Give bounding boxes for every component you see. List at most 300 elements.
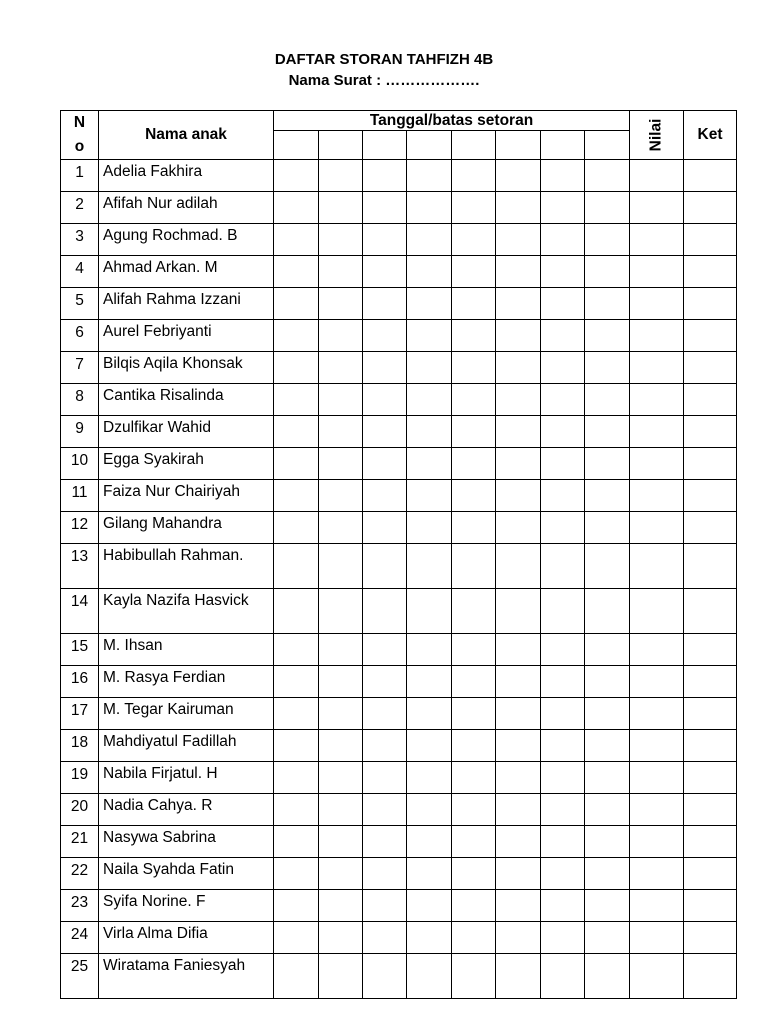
setoran-date-cell[interactable]	[496, 480, 541, 512]
nilai-cell[interactable]	[630, 858, 684, 890]
setoran-date-cell[interactable]	[274, 589, 319, 634]
table-row	[61, 544, 737, 589]
row-number-cell: 15	[61, 634, 99, 666]
setoran-date-cell[interactable]	[274, 954, 319, 999]
setoran-date-cell[interactable]	[407, 826, 452, 858]
setoran-date-cell[interactable]	[496, 922, 541, 954]
date-column-header-cell[interactable]	[407, 131, 452, 160]
setoran-date-cell[interactable]	[541, 954, 585, 999]
setoran-date-cell[interactable]	[452, 288, 496, 320]
setoran-date-cell[interactable]	[407, 288, 452, 320]
setoran-date-cell[interactable]	[541, 589, 585, 634]
setoran-date-cell[interactable]	[363, 954, 407, 999]
setoran-date-cell[interactable]	[407, 256, 452, 288]
setoran-date-cell[interactable]	[319, 922, 363, 954]
ket-cell[interactable]	[684, 730, 737, 762]
setoran-date-cell[interactable]	[585, 480, 630, 512]
setoran-date-cell[interactable]	[541, 858, 585, 890]
setoran-date-cell[interactable]	[274, 858, 319, 890]
setoran-date-cell[interactable]	[496, 730, 541, 762]
setoran-date-cell[interactable]	[274, 224, 319, 256]
setoran-date-cell[interactable]	[585, 512, 630, 544]
setoran-date-cell[interactable]	[319, 544, 363, 589]
ket-cell[interactable]	[684, 352, 737, 384]
ket-cell[interactable]	[684, 288, 737, 320]
setoran-date-cell[interactable]	[452, 589, 496, 634]
student-name-cell: Ahmad Arkan. M	[99, 256, 274, 288]
header-nama-anak: Nama anak	[99, 111, 274, 160]
setoran-date-cell[interactable]	[541, 352, 585, 384]
setoran-date-cell[interactable]	[274, 352, 319, 384]
setoran-date-cell[interactable]	[407, 589, 452, 634]
student-name-cell: Nasywa Sabrina	[99, 826, 274, 858]
date-column-header-cell[interactable]	[363, 131, 407, 160]
setoran-date-cell[interactable]	[541, 922, 585, 954]
nilai-cell[interactable]	[630, 192, 684, 224]
setoran-date-cell[interactable]	[407, 922, 452, 954]
ket-cell[interactable]	[684, 384, 737, 416]
ket-cell[interactable]	[684, 448, 737, 480]
setoran-date-cell[interactable]	[319, 256, 363, 288]
nilai-cell[interactable]	[630, 384, 684, 416]
setoran-date-cell[interactable]	[319, 730, 363, 762]
setoran-date-cell[interactable]	[452, 922, 496, 954]
setoran-date-cell[interactable]	[274, 192, 319, 224]
setoran-date-cell[interactable]	[363, 480, 407, 512]
setoran-date-cell[interactable]	[452, 762, 496, 794]
setoran-date-cell[interactable]	[363, 160, 407, 192]
ket-cell[interactable]	[684, 858, 737, 890]
setoran-date-cell[interactable]	[452, 224, 496, 256]
setoran-date-cell[interactable]	[363, 192, 407, 224]
setoran-date-cell[interactable]	[541, 416, 585, 448]
setoran-date-cell[interactable]	[319, 320, 363, 352]
attendance-table	[60, 110, 737, 999]
student-name-cell: Nabila Firjatul. H	[99, 762, 274, 794]
setoran-date-cell[interactable]	[407, 384, 452, 416]
ket-cell[interactable]	[684, 794, 737, 826]
table-row	[61, 890, 737, 922]
row-number-cell: 24	[61, 922, 99, 954]
row-number-cell: 5	[61, 288, 99, 320]
nilai-cell[interactable]	[630, 352, 684, 384]
setoran-date-cell[interactable]	[363, 762, 407, 794]
setoran-date-cell[interactable]	[585, 890, 630, 922]
date-column-header-cell[interactable]	[319, 131, 363, 160]
ket-cell[interactable]	[684, 416, 737, 448]
setoran-date-cell[interactable]	[496, 192, 541, 224]
setoran-date-cell[interactable]	[363, 352, 407, 384]
setoran-date-cell[interactable]	[585, 762, 630, 794]
setoran-date-cell[interactable]	[274, 826, 319, 858]
setoran-date-cell[interactable]	[319, 794, 363, 826]
setoran-date-cell[interactable]	[541, 826, 585, 858]
setoran-date-cell[interactable]	[585, 384, 630, 416]
nilai-cell[interactable]	[630, 922, 684, 954]
setoran-date-cell[interactable]	[541, 666, 585, 698]
setoran-date-cell[interactable]	[363, 922, 407, 954]
setoran-date-cell[interactable]	[496, 256, 541, 288]
ket-cell[interactable]	[684, 544, 737, 589]
ket-cell[interactable]	[684, 922, 737, 954]
setoran-date-cell[interactable]	[541, 288, 585, 320]
nilai-cell[interactable]	[630, 954, 684, 999]
setoran-date-cell[interactable]	[585, 352, 630, 384]
setoran-date-cell[interactable]	[407, 160, 452, 192]
setoran-date-cell[interactable]	[319, 384, 363, 416]
ket-cell[interactable]	[684, 698, 737, 730]
setoran-date-cell[interactable]	[496, 512, 541, 544]
setoran-date-cell[interactable]	[541, 384, 585, 416]
setoran-date-cell[interactable]	[452, 448, 496, 480]
nilai-cell[interactable]	[630, 762, 684, 794]
table-row	[61, 160, 737, 192]
nilai-cell[interactable]	[630, 288, 684, 320]
nilai-cell[interactable]	[630, 416, 684, 448]
nilai-cell[interactable]	[630, 826, 684, 858]
row-number-cell: 9	[61, 416, 99, 448]
setoran-date-cell[interactable]	[496, 288, 541, 320]
nilai-cell[interactable]	[630, 256, 684, 288]
setoran-date-cell[interactable]	[363, 698, 407, 730]
row-number-cell: 4	[61, 256, 99, 288]
ket-cell[interactable]	[684, 954, 737, 999]
setoran-date-cell[interactable]	[541, 890, 585, 922]
setoran-date-cell[interactable]	[496, 858, 541, 890]
setoran-date-cell[interactable]	[363, 448, 407, 480]
setoran-date-cell[interactable]	[452, 666, 496, 698]
setoran-date-cell[interactable]	[407, 634, 452, 666]
setoran-date-cell[interactable]	[407, 544, 452, 589]
setoran-date-cell[interactable]	[496, 416, 541, 448]
row-number-cell: 25	[61, 954, 99, 999]
date-column-header-cell[interactable]	[274, 131, 319, 160]
setoran-date-cell[interactable]	[319, 160, 363, 192]
setoran-date-cell[interactable]	[363, 384, 407, 416]
setoran-date-cell[interactable]	[452, 192, 496, 224]
setoran-date-cell[interactable]	[363, 890, 407, 922]
setoran-date-cell[interactable]	[274, 794, 319, 826]
table-row	[61, 480, 737, 512]
setoran-date-cell[interactable]	[319, 666, 363, 698]
setoran-date-cell[interactable]	[496, 634, 541, 666]
setoran-date-cell[interactable]	[541, 698, 585, 730]
setoran-date-cell[interactable]	[274, 384, 319, 416]
setoran-date-cell[interactable]	[407, 858, 452, 890]
date-column-header-cell[interactable]	[585, 131, 630, 160]
setoran-date-cell[interactable]	[541, 256, 585, 288]
nilai-cell[interactable]	[630, 730, 684, 762]
nilai-cell[interactable]	[630, 634, 684, 666]
setoran-date-cell[interactable]	[407, 224, 452, 256]
setoran-date-cell[interactable]	[319, 512, 363, 544]
setoran-date-cell[interactable]	[496, 954, 541, 999]
setoran-date-cell[interactable]	[585, 160, 630, 192]
table-row	[61, 416, 737, 448]
setoran-date-cell[interactable]	[585, 448, 630, 480]
setoran-date-cell[interactable]	[452, 384, 496, 416]
setoran-date-cell[interactable]	[585, 954, 630, 999]
student-name-cell: M. Rasya Ferdian	[99, 666, 274, 698]
setoran-date-cell[interactable]	[407, 512, 452, 544]
setoran-date-cell[interactable]	[274, 890, 319, 922]
setoran-date-cell[interactable]	[452, 794, 496, 826]
setoran-date-cell[interactable]	[585, 589, 630, 634]
setoran-date-cell[interactable]	[452, 544, 496, 589]
nilai-cell[interactable]	[630, 666, 684, 698]
ket-cell[interactable]	[684, 224, 737, 256]
setoran-date-cell[interactable]	[363, 544, 407, 589]
setoran-date-cell[interactable]	[452, 352, 496, 384]
student-name-cell: Nadia Cahya. R	[99, 794, 274, 826]
setoran-date-cell[interactable]	[541, 320, 585, 352]
setoran-date-cell[interactable]	[319, 416, 363, 448]
nilai-cell[interactable]	[630, 224, 684, 256]
setoran-date-cell[interactable]	[496, 762, 541, 794]
setoran-date-cell[interactable]	[585, 698, 630, 730]
ket-cell[interactable]	[684, 160, 737, 192]
setoran-date-cell[interactable]	[274, 544, 319, 589]
setoran-date-cell[interactable]	[363, 794, 407, 826]
ket-cell[interactable]	[684, 512, 737, 544]
setoran-date-cell[interactable]	[452, 416, 496, 448]
setoran-date-cell[interactable]	[585, 192, 630, 224]
setoran-date-cell[interactable]	[363, 288, 407, 320]
setoran-date-cell[interactable]	[363, 826, 407, 858]
row-number-cell: 7	[61, 352, 99, 384]
ket-cell[interactable]	[684, 666, 737, 698]
setoran-date-cell[interactable]	[407, 416, 452, 448]
setoran-date-cell[interactable]	[274, 448, 319, 480]
setoran-date-cell[interactable]	[319, 224, 363, 256]
setoran-date-cell[interactable]	[319, 762, 363, 794]
setoran-date-cell[interactable]	[363, 224, 407, 256]
setoran-date-cell[interactable]	[585, 826, 630, 858]
header-tanggal-batas-setoran: Tanggal/batas setoran	[274, 111, 630, 131]
setoran-date-cell[interactable]	[452, 698, 496, 730]
setoran-date-cell[interactable]	[319, 448, 363, 480]
student-name-cell: Mahdiyatul Fadillah	[99, 730, 274, 762]
setoran-date-cell[interactable]	[496, 794, 541, 826]
setoran-date-cell[interactable]	[274, 416, 319, 448]
setoran-date-cell[interactable]	[319, 826, 363, 858]
setoran-date-cell[interactable]	[319, 480, 363, 512]
setoran-date-cell[interactable]	[496, 160, 541, 192]
ket-cell[interactable]	[684, 826, 737, 858]
setoran-date-cell[interactable]	[452, 634, 496, 666]
row-number-cell: 21	[61, 826, 99, 858]
nilai-cell[interactable]	[630, 160, 684, 192]
setoran-date-cell[interactable]	[274, 320, 319, 352]
setoran-date-cell[interactable]	[274, 160, 319, 192]
setoran-date-cell[interactable]	[585, 730, 630, 762]
ket-cell[interactable]	[684, 890, 737, 922]
setoran-date-cell[interactable]	[274, 762, 319, 794]
setoran-date-cell[interactable]	[407, 448, 452, 480]
student-name-cell: Wiratama Faniesyah	[99, 954, 274, 999]
nilai-cell[interactable]	[630, 589, 684, 634]
setoran-date-cell[interactable]	[496, 826, 541, 858]
table-row	[61, 762, 737, 794]
setoran-date-cell[interactable]	[496, 352, 541, 384]
setoran-date-cell[interactable]	[585, 666, 630, 698]
setoran-date-cell[interactable]	[585, 858, 630, 890]
table-row	[61, 512, 737, 544]
setoran-date-cell[interactable]	[363, 634, 407, 666]
setoran-date-cell[interactable]	[274, 666, 319, 698]
setoran-date-cell[interactable]	[363, 589, 407, 634]
setoran-date-cell[interactable]	[496, 320, 541, 352]
setoran-date-cell[interactable]	[541, 448, 585, 480]
setoran-date-cell[interactable]	[319, 288, 363, 320]
date-column-header-cell[interactable]	[452, 131, 496, 160]
table-row	[61, 384, 737, 416]
setoran-date-cell[interactable]	[363, 256, 407, 288]
student-name-cell: Kayla Nazifa Hasvick	[99, 589, 274, 634]
setoran-date-cell[interactable]	[496, 666, 541, 698]
setoran-date-cell[interactable]	[407, 762, 452, 794]
setoran-date-cell[interactable]	[496, 698, 541, 730]
table-row	[61, 730, 737, 762]
setoran-date-cell[interactable]	[452, 480, 496, 512]
table-row	[61, 858, 737, 890]
header-no-line2: o	[74, 138, 85, 155]
nilai-cell[interactable]	[630, 512, 684, 544]
setoran-date-cell[interactable]	[407, 192, 452, 224]
table-row	[61, 589, 737, 634]
setoran-date-cell[interactable]	[585, 794, 630, 826]
setoran-date-cell[interactable]	[363, 858, 407, 890]
setoran-date-cell[interactable]	[407, 954, 452, 999]
setoran-date-cell[interactable]	[585, 320, 630, 352]
ket-cell[interactable]	[684, 192, 737, 224]
table-header	[61, 111, 737, 160]
nilai-cell[interactable]	[630, 448, 684, 480]
ket-cell[interactable]	[684, 480, 737, 512]
setoran-date-cell[interactable]	[274, 288, 319, 320]
setoran-date-cell[interactable]	[452, 320, 496, 352]
setoran-date-cell[interactable]	[274, 634, 319, 666]
setoran-date-cell[interactable]	[452, 954, 496, 999]
setoran-date-cell[interactable]	[319, 634, 363, 666]
setoran-date-cell[interactable]	[452, 826, 496, 858]
setoran-date-cell[interactable]	[585, 224, 630, 256]
setoran-date-cell[interactable]	[319, 589, 363, 634]
setoran-date-cell[interactable]	[363, 320, 407, 352]
setoran-date-cell[interactable]	[407, 794, 452, 826]
setoran-date-cell[interactable]	[407, 698, 452, 730]
setoran-date-cell[interactable]	[363, 512, 407, 544]
setoran-date-cell[interactable]	[496, 448, 541, 480]
setoran-date-cell[interactable]	[363, 730, 407, 762]
setoran-date-cell[interactable]	[407, 480, 452, 512]
setoran-date-cell[interactable]	[319, 352, 363, 384]
ket-cell[interactable]	[684, 762, 737, 794]
setoran-date-cell[interactable]	[585, 416, 630, 448]
student-name-cell: Alifah Rahma Izzani	[99, 288, 274, 320]
setoran-date-cell[interactable]	[407, 352, 452, 384]
nilai-cell[interactable]	[630, 890, 684, 922]
setoran-date-cell[interactable]	[541, 160, 585, 192]
setoran-date-cell[interactable]	[585, 288, 630, 320]
setoran-date-cell[interactable]	[452, 160, 496, 192]
setoran-date-cell[interactable]	[452, 512, 496, 544]
setoran-date-cell[interactable]	[452, 858, 496, 890]
header-no-line1: N	[73, 114, 86, 131]
student-name-cell: Gilang Mahandra	[99, 512, 274, 544]
setoran-date-cell[interactable]	[452, 256, 496, 288]
setoran-date-cell[interactable]	[541, 730, 585, 762]
setoran-date-cell[interactable]	[541, 634, 585, 666]
setoran-date-cell[interactable]	[452, 730, 496, 762]
setoran-date-cell[interactable]	[363, 666, 407, 698]
ket-cell[interactable]	[684, 634, 737, 666]
student-name-cell: Egga Syakirah	[99, 448, 274, 480]
setoran-date-cell[interactable]	[407, 890, 452, 922]
setoran-date-cell[interactable]	[541, 794, 585, 826]
setoran-date-cell[interactable]	[407, 730, 452, 762]
table-row	[61, 634, 737, 666]
setoran-date-cell[interactable]	[585, 634, 630, 666]
ket-cell[interactable]	[684, 320, 737, 352]
date-column-header-cell[interactable]	[541, 131, 585, 160]
setoran-date-cell[interactable]	[496, 890, 541, 922]
setoran-date-cell[interactable]	[541, 192, 585, 224]
setoran-date-cell[interactable]	[319, 698, 363, 730]
date-column-header-cell[interactable]	[496, 131, 541, 160]
header-nilai	[630, 111, 684, 160]
setoran-date-cell[interactable]	[319, 192, 363, 224]
setoran-date-cell[interactable]	[585, 256, 630, 288]
setoran-date-cell[interactable]	[407, 320, 452, 352]
setoran-date-cell[interactable]	[541, 762, 585, 794]
setoran-date-cell[interactable]	[319, 890, 363, 922]
setoran-date-cell[interactable]	[274, 698, 319, 730]
setoran-date-cell[interactable]	[496, 384, 541, 416]
setoran-date-cell[interactable]	[496, 224, 541, 256]
nilai-cell[interactable]	[630, 544, 684, 589]
setoran-date-cell[interactable]	[274, 730, 319, 762]
setoran-date-cell[interactable]	[319, 858, 363, 890]
row-number-cell: 20	[61, 794, 99, 826]
setoran-date-cell[interactable]	[274, 922, 319, 954]
nilai-cell[interactable]	[630, 480, 684, 512]
table-row	[61, 666, 737, 698]
setoran-date-cell[interactable]	[496, 589, 541, 634]
student-name-cell: Faiza Nur Chairiyah	[99, 480, 274, 512]
setoran-date-cell[interactable]	[496, 544, 541, 589]
setoran-date-cell[interactable]	[274, 512, 319, 544]
setoran-date-cell[interactable]	[319, 954, 363, 999]
nilai-cell[interactable]	[630, 794, 684, 826]
setoran-date-cell[interactable]	[585, 544, 630, 589]
setoran-date-cell[interactable]	[541, 512, 585, 544]
setoran-date-cell[interactable]	[541, 224, 585, 256]
setoran-date-cell[interactable]	[452, 890, 496, 922]
setoran-date-cell[interactable]	[274, 256, 319, 288]
setoran-date-cell[interactable]	[407, 666, 452, 698]
setoran-date-cell[interactable]	[585, 922, 630, 954]
row-number-cell: 13	[61, 544, 99, 589]
setoran-date-cell[interactable]	[363, 416, 407, 448]
setoran-date-cell[interactable]	[274, 480, 319, 512]
ket-cell[interactable]	[684, 589, 737, 634]
ket-cell[interactable]	[684, 256, 737, 288]
nilai-cell[interactable]	[630, 320, 684, 352]
nilai-cell[interactable]	[630, 698, 684, 730]
setoran-date-cell[interactable]	[541, 544, 585, 589]
setoran-date-cell[interactable]	[541, 480, 585, 512]
